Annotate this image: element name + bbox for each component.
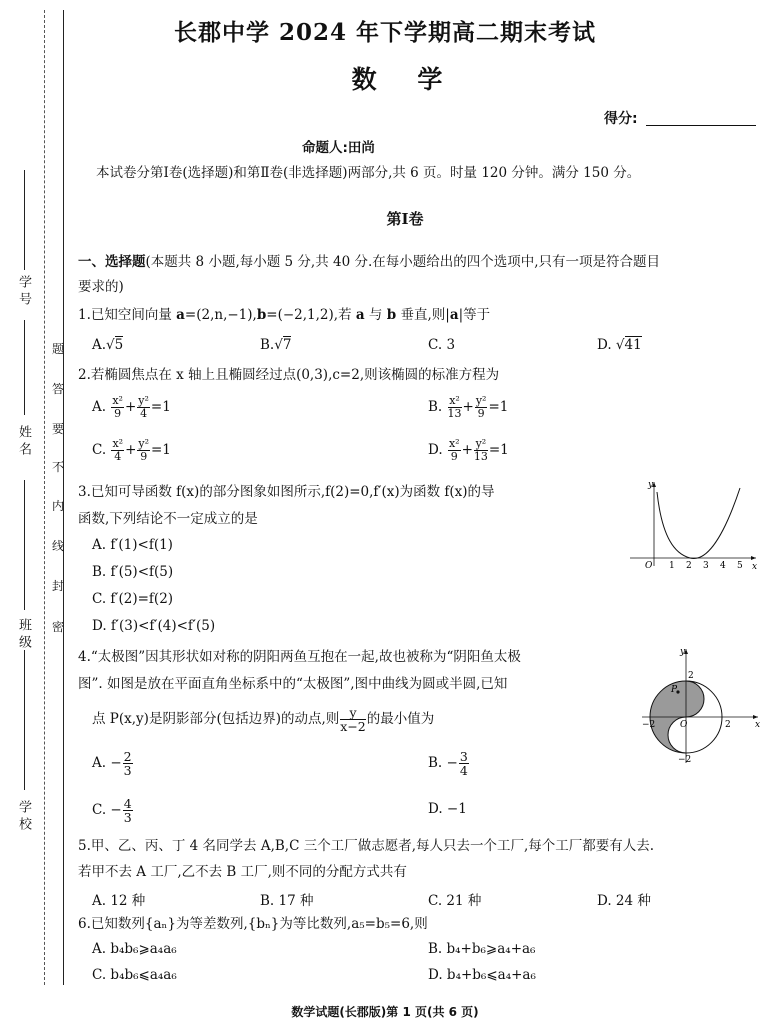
numerator: y² (138, 394, 149, 407)
q1-vec: b (386, 307, 397, 323)
y-tick-label: 2 (688, 671, 694, 681)
equals-one: =1 (488, 442, 509, 458)
q5-stem-line2: 若甲不去 A 工厂,乙不去 B 工厂,则不同的分配方式共有 (78, 864, 407, 880)
fraction (111, 438, 124, 463)
q4-taiji-graph (638, 645, 763, 765)
q4-option-b[interactable] (428, 750, 470, 777)
margin-blank-school (24, 650, 25, 790)
x-tick-label: 5 (737, 561, 743, 570)
q2-option-b[interactable]: B. $\frac{\text{x²}}{13}$ + $\frac{\text{y²}}{9}$ =1 (428, 394, 509, 420)
fraction (448, 438, 461, 463)
numerator: y (340, 706, 365, 720)
option-value: 3 (446, 337, 456, 353)
q6-stem: 6.已知数列{aₙ}为等差数列,{bₙ}为等比数列,a₅=b₅=6,则 (78, 916, 428, 932)
y-tick-label: −2 (678, 755, 692, 765)
q4-stem-line2: 图”. 如图是放在平面直角坐标系中的“太极图”,图中曲线为圆或半圆,已知 (78, 676, 508, 692)
numerator: x² (112, 437, 124, 450)
option-label: B. (428, 399, 443, 415)
option-label: A. − (92, 755, 122, 771)
q5-stem-line1: 5.甲、乙、丙、丁 4 名同学去 A,B,C 三个工厂做志愿者,每人只去一个工厂,每个工厂都要有人去. (78, 838, 655, 854)
option-label: B. − (428, 755, 458, 771)
seal-char: 线 (52, 539, 65, 553)
fraction (340, 706, 365, 733)
q1-text: 与 (364, 307, 387, 323)
y-axis-label: y (680, 647, 686, 657)
q5-option-d[interactable]: D. 24 种 (597, 893, 651, 909)
numerator: y² (475, 394, 487, 407)
x-axis-label: x (755, 720, 761, 730)
q5-option-a[interactable]: A. 12 种 (92, 893, 146, 909)
x-tick-label: 2 (686, 561, 692, 570)
q1-vec: b (256, 307, 267, 323)
denominator: 13 (447, 407, 462, 420)
margin-label-class: 班 级 (16, 618, 31, 649)
q3-option-d[interactable]: D. f′(3)<f′(4)<f′(5) (92, 618, 216, 634)
equals-one: =1 (151, 442, 171, 458)
point-p-label: P (671, 685, 678, 695)
fraction (475, 395, 488, 420)
margin-blank-name (24, 320, 25, 415)
radicand: 41 (624, 337, 642, 353)
denominator: 4 (140, 407, 148, 420)
denominator: 3 (123, 763, 132, 778)
section-desc-cont: 要求的) (78, 279, 124, 295)
q4-option-c[interactable] (92, 797, 134, 824)
denominator: 9 (114, 407, 122, 420)
function-curve (657, 488, 740, 558)
radicand: 5 (114, 337, 124, 353)
q1-text: 垂直,则| (396, 307, 450, 323)
author-line: 命题人:田尚 (302, 140, 375, 156)
numerator: 2 (123, 749, 132, 764)
fraction (137, 438, 150, 463)
q6-option-b[interactable]: B. b₄+b₆⩾a₄+a₆ (428, 941, 536, 957)
seal-char: 密 (52, 620, 65, 634)
section-heading (78, 253, 660, 271)
fraction (448, 395, 462, 420)
seal-char: 答 (52, 382, 65, 396)
x-axis-arrow (753, 715, 758, 719)
q1-stem (78, 306, 490, 324)
q3-function-graph (630, 478, 760, 570)
numerator: x² (112, 394, 123, 407)
q1-text: =(2,n,−1), (184, 307, 257, 323)
origin-label: O (645, 561, 653, 570)
x-tick-label: 1 (669, 561, 675, 570)
option-label: C. (92, 442, 107, 458)
numerator: 3 (459, 749, 468, 764)
x-axis-arrow (751, 556, 756, 560)
seal-char: 不 (52, 460, 65, 474)
margin-label-school: 学 校 (16, 800, 31, 831)
option-label: D. (597, 337, 612, 353)
numerator: y² (475, 437, 487, 450)
q3-stem-line2: 函数,下列结论不一定成立的是 (78, 511, 258, 527)
exam-intro: 本试卷分第Ⅰ卷(选择题)和第Ⅱ卷(非选择题)两部分,共 6 页。时量 120 分钟。满分 150 分。 (96, 165, 641, 181)
q1-option-b[interactable]: B.√7 (260, 337, 292, 353)
option-label: D. (428, 442, 443, 458)
numerator: x² (449, 394, 460, 407)
score-label: 得分: (604, 111, 638, 127)
seal-char: 题 (52, 342, 65, 356)
q1-vec: a (176, 307, 185, 323)
page-footer: 数学试题(长郡版)第 1 页(共 6 页) (291, 1005, 479, 1019)
q4-option-a[interactable] (92, 750, 134, 777)
subject-title: 数 学 (351, 65, 459, 94)
fraction (123, 750, 133, 777)
q1-text: |等于 (458, 307, 491, 323)
denominator: 9 (477, 407, 485, 420)
denominator: 3 (123, 810, 132, 825)
x-tick-label: 3 (703, 561, 709, 570)
fraction (459, 750, 469, 777)
q3-option-a[interactable]: A. f′(1)<f(1) (92, 537, 173, 553)
equals-one: =1 (150, 399, 171, 415)
q1-option-a[interactable]: A.√5 (92, 337, 124, 353)
denominator: 4 (114, 450, 122, 463)
fraction (123, 797, 133, 824)
q4-option-d[interactable]: D. −1 (428, 801, 467, 817)
denominator: 9 (450, 450, 458, 463)
section-desc: (本题共 8 小题,每小题 5 分,共 40 分.在每小题给出的四个选项中,只有一项是符合题目 (145, 254, 661, 270)
numerator: x² (448, 437, 460, 450)
q2-stem: 2.若椭圆焦点在 x 轴上且椭圆经过点(0,3),c=2,则该椭圆的标准方程为 (78, 367, 500, 383)
q1-text: =(−2,1,2),若 (266, 307, 356, 323)
seal-char: 封 (52, 579, 65, 593)
denominator: x−2 (340, 719, 366, 734)
x-axis-label: x (752, 562, 758, 570)
q2-option-a[interactable]: A. $\frac{\text{x²}}{9}$ + $\frac{\text{y²}}{4}$ =1 (92, 394, 171, 420)
binding-margin (0, 0, 75, 1027)
q3-option-b[interactable]: B. f′(5)<f(5) (92, 564, 174, 580)
option-label: C. − (92, 802, 122, 818)
numerator: 4 (123, 796, 132, 811)
q4-stem-line1: 4.“太极图”因其形状如对称的阴阳两鱼互抱在一起,故也被称为“阴阳鱼太极 (78, 649, 521, 665)
exam-title: 长郡中学 2024 年下学期高二期末考试 (173, 19, 597, 46)
option-label: B. (260, 337, 275, 353)
fraction (111, 395, 124, 420)
fraction (474, 438, 488, 463)
q4-text: 的最小值为 (366, 711, 435, 727)
y-axis-label: y (648, 480, 654, 490)
q1-vec: a (355, 307, 365, 323)
margin-label-student-id: 学 号 (16, 275, 31, 306)
q4-stem-line3 (92, 704, 434, 734)
q1-option-c[interactable] (428, 337, 455, 353)
option-label: C. (428, 337, 443, 353)
seal-char: 要 (52, 422, 65, 436)
option-label: A. (92, 399, 107, 415)
fraction (137, 395, 150, 420)
radicand: 7 (282, 337, 292, 353)
x-tick-label: 2 (725, 720, 731, 730)
x-tick-label: −2 (642, 720, 656, 730)
q6-option-d[interactable]: D. b₄+b₆⩽a₄+a₆ (428, 967, 536, 983)
margin-dashed-line (44, 10, 46, 985)
q1-text: 1.已知空间向量 (78, 307, 177, 323)
origin-label: O (680, 720, 688, 730)
section-title: 一、选择题 (78, 254, 146, 270)
q5-option-b[interactable]: B. 17 种 (260, 893, 314, 909)
option-label: A. (92, 337, 107, 353)
q2-option-c[interactable]: C. $\frac{\text{x²}}{4}$ + $\frac{\text{y²}}{9}$ =1 (92, 437, 171, 463)
q1-option-d[interactable]: D. √41 (597, 337, 642, 353)
denominator: 4 (459, 763, 468, 778)
q6-option-a[interactable]: A. b₄b₆⩾a₄a₆ (92, 941, 177, 957)
volume-heading: 第Ⅰ卷 (386, 210, 424, 228)
seal-char: 内 (52, 499, 65, 513)
q4-text: 点 P(x,y)是阴影部分(包括边界)的动点,则 (92, 711, 340, 727)
q3-option-c[interactable]: C. f′(2)=f(2) (92, 591, 174, 607)
score-blank[interactable] (646, 125, 756, 126)
q3-stem-line1: 3.已知可导函数 f(x)的部分图象如图所示,f(2)=0,f′(x)为函数 f(x)的导 (78, 484, 495, 500)
q6-option-c[interactable]: C. b₄b₆⩽a₄a₆ (92, 967, 177, 983)
margin-label-name: 姓 名 (16, 425, 31, 456)
q2-option-d[interactable]: D. $\frac{\text{x²}}{9}$ + $\frac{\text{y²}}{13}$ =1 (428, 437, 509, 463)
equals-one: =1 (488, 399, 509, 415)
x-tick-label: 4 (720, 561, 726, 570)
q1-vec: a (449, 307, 459, 323)
denominator: 9 (140, 450, 148, 463)
numerator: y² (138, 437, 149, 450)
margin-blank-class (24, 480, 25, 610)
q5-option-c[interactable]: C. 21 种 (428, 893, 482, 909)
denominator: 13 (473, 450, 488, 463)
